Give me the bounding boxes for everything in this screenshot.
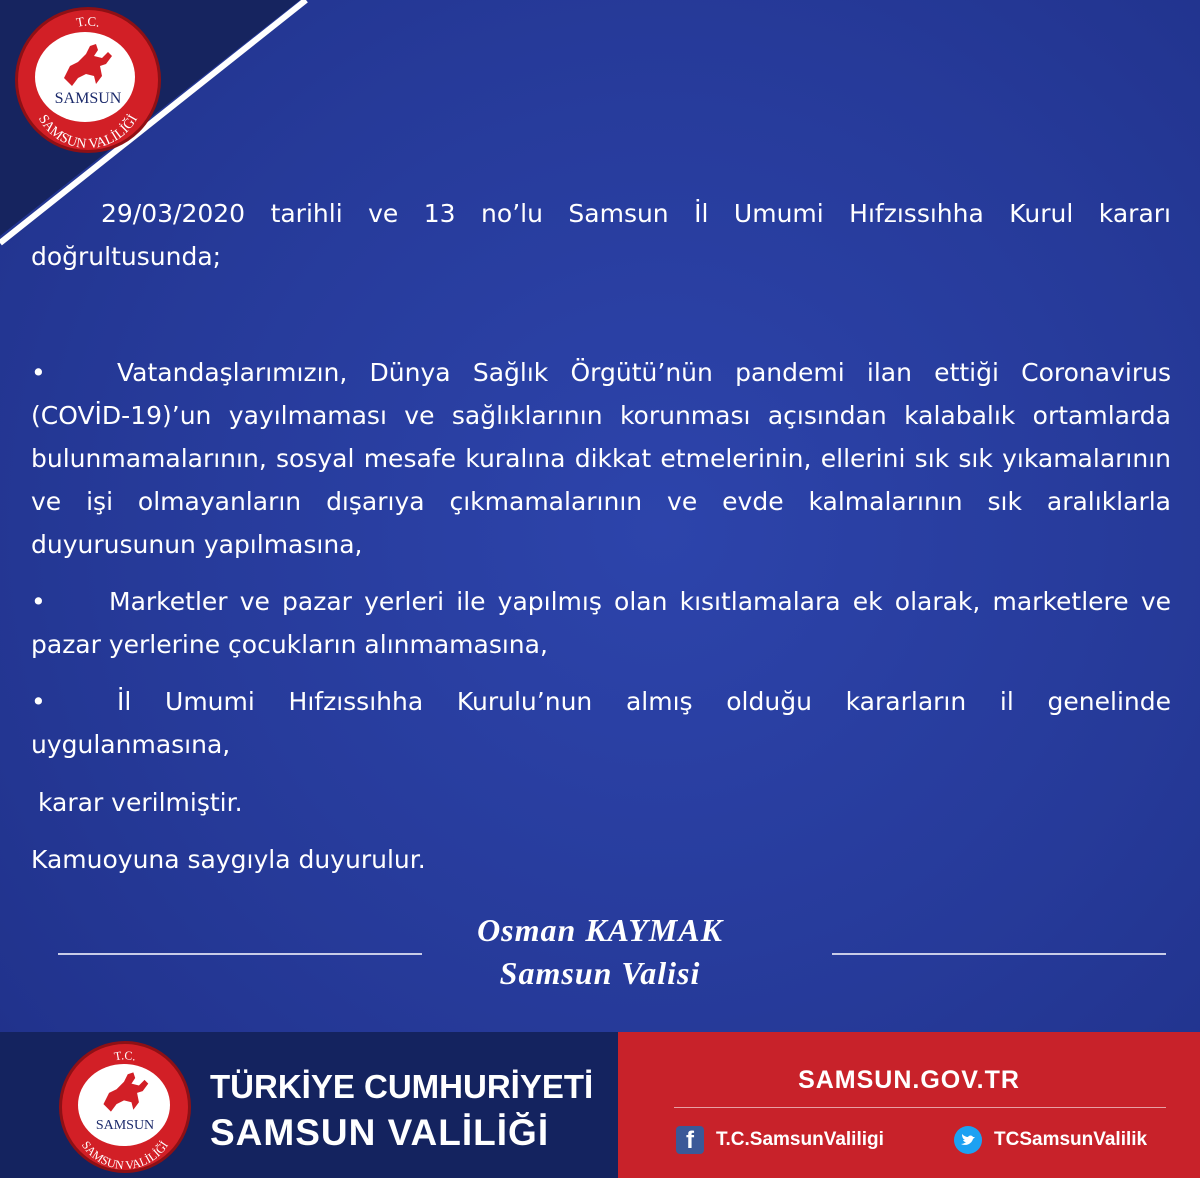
logo-city-name: SAMSUN bbox=[54, 90, 122, 107]
footer-divider bbox=[674, 1107, 1166, 1108]
footer-logo-bottom-label: SAMSUN VALİLİĞİ bbox=[78, 1138, 172, 1170]
bullet-item-2 bbox=[31, 580, 1171, 666]
footer-logo-city-name: SAMSUN bbox=[95, 1118, 155, 1133]
intro-paragraph: 29/03/2020 tarihli ve 13 no’lu Samsun İl Umumi Hıfzıssıhha Kurul kararı doğrultusunda; bbox=[31, 199, 1171, 271]
footer-logo-top-label: T.C. bbox=[112, 1048, 138, 1064]
bullet-dot: • bbox=[31, 358, 46, 387]
announcement-line: Kamuoyuna saygıyla duyurulur. bbox=[31, 845, 426, 874]
svg-text:T.C. bbox=[75, 13, 101, 29]
signature-title: Samsun Valisi bbox=[499, 955, 701, 991]
footer-title-line2: SAMSUN VALİLİĞİ bbox=[210, 1112, 550, 1153]
horse-rider-icon bbox=[56, 40, 116, 90]
bullet-text-2: Marketler ve pazar yerleri ile yapılmış olan kısıtlamalara ek olarak, marketlere ve pazar yerlerine çocukların alınmamasına, bbox=[31, 587, 1171, 659]
facebook-handle: T.C.SamsunValiligi bbox=[716, 1129, 884, 1150]
twitter-icon bbox=[954, 1126, 982, 1154]
decision-line: karar verilmiştir. bbox=[38, 788, 243, 817]
svg-text:T.C. bbox=[113, 1048, 138, 1063]
bullet-dot: • bbox=[31, 687, 46, 716]
signature-name: Osman KAYMAK bbox=[477, 912, 723, 948]
logo-top-label: T.C. bbox=[75, 13, 102, 30]
footer-title-line1: TÜRKİYE CUMHURİYETİ bbox=[210, 1068, 594, 1105]
facebook-link[interactable] bbox=[676, 1126, 884, 1154]
footer-logo bbox=[62, 1044, 188, 1170]
bullet-dot: • bbox=[31, 587, 46, 616]
footer-brand-panel bbox=[0, 1032, 618, 1178]
website-link[interactable]: SAMSUN.GOV.TR bbox=[798, 1066, 1020, 1094]
bullet-item-1 bbox=[31, 351, 1171, 566]
twitter-link[interactable] bbox=[954, 1126, 1147, 1154]
footer-contact-panel bbox=[618, 1032, 1200, 1178]
twitter-handle: TCSamsunValilik bbox=[994, 1129, 1148, 1150]
bullet-item-3 bbox=[31, 680, 1171, 766]
horse-rider-icon bbox=[96, 1068, 152, 1116]
samsun-valiligi-logo bbox=[18, 10, 158, 150]
bullet-text-1: Vatandaşlarımızın, Dünya Sağlık Örgütü’nün pandemi ilan ettiği Coronavirus (COVİD-19)’un yayılmaması ve sağlıklarının korunması açısından kalabalık ortamlarda bulunmamalarının, sosyal mesafe kuralına dikkat etmelerinin, ellerini sık sık yıkamalarının ve işi olmayanların dışarıya çıkmamalarının ve evde kalmalarının sık aralıklarla duyurusunun yapılmasına, bbox=[31, 358, 1171, 559]
bullet-text-3: İl Umumi Hıfzıssıhha Kurulu’nun almış olduğu kararların il genelinde uygulanmasına, bbox=[31, 687, 1171, 759]
facebook-icon: f bbox=[676, 1126, 704, 1154]
logo-bottom-label: SAMSUN VALİLİĞİ bbox=[34, 112, 142, 150]
